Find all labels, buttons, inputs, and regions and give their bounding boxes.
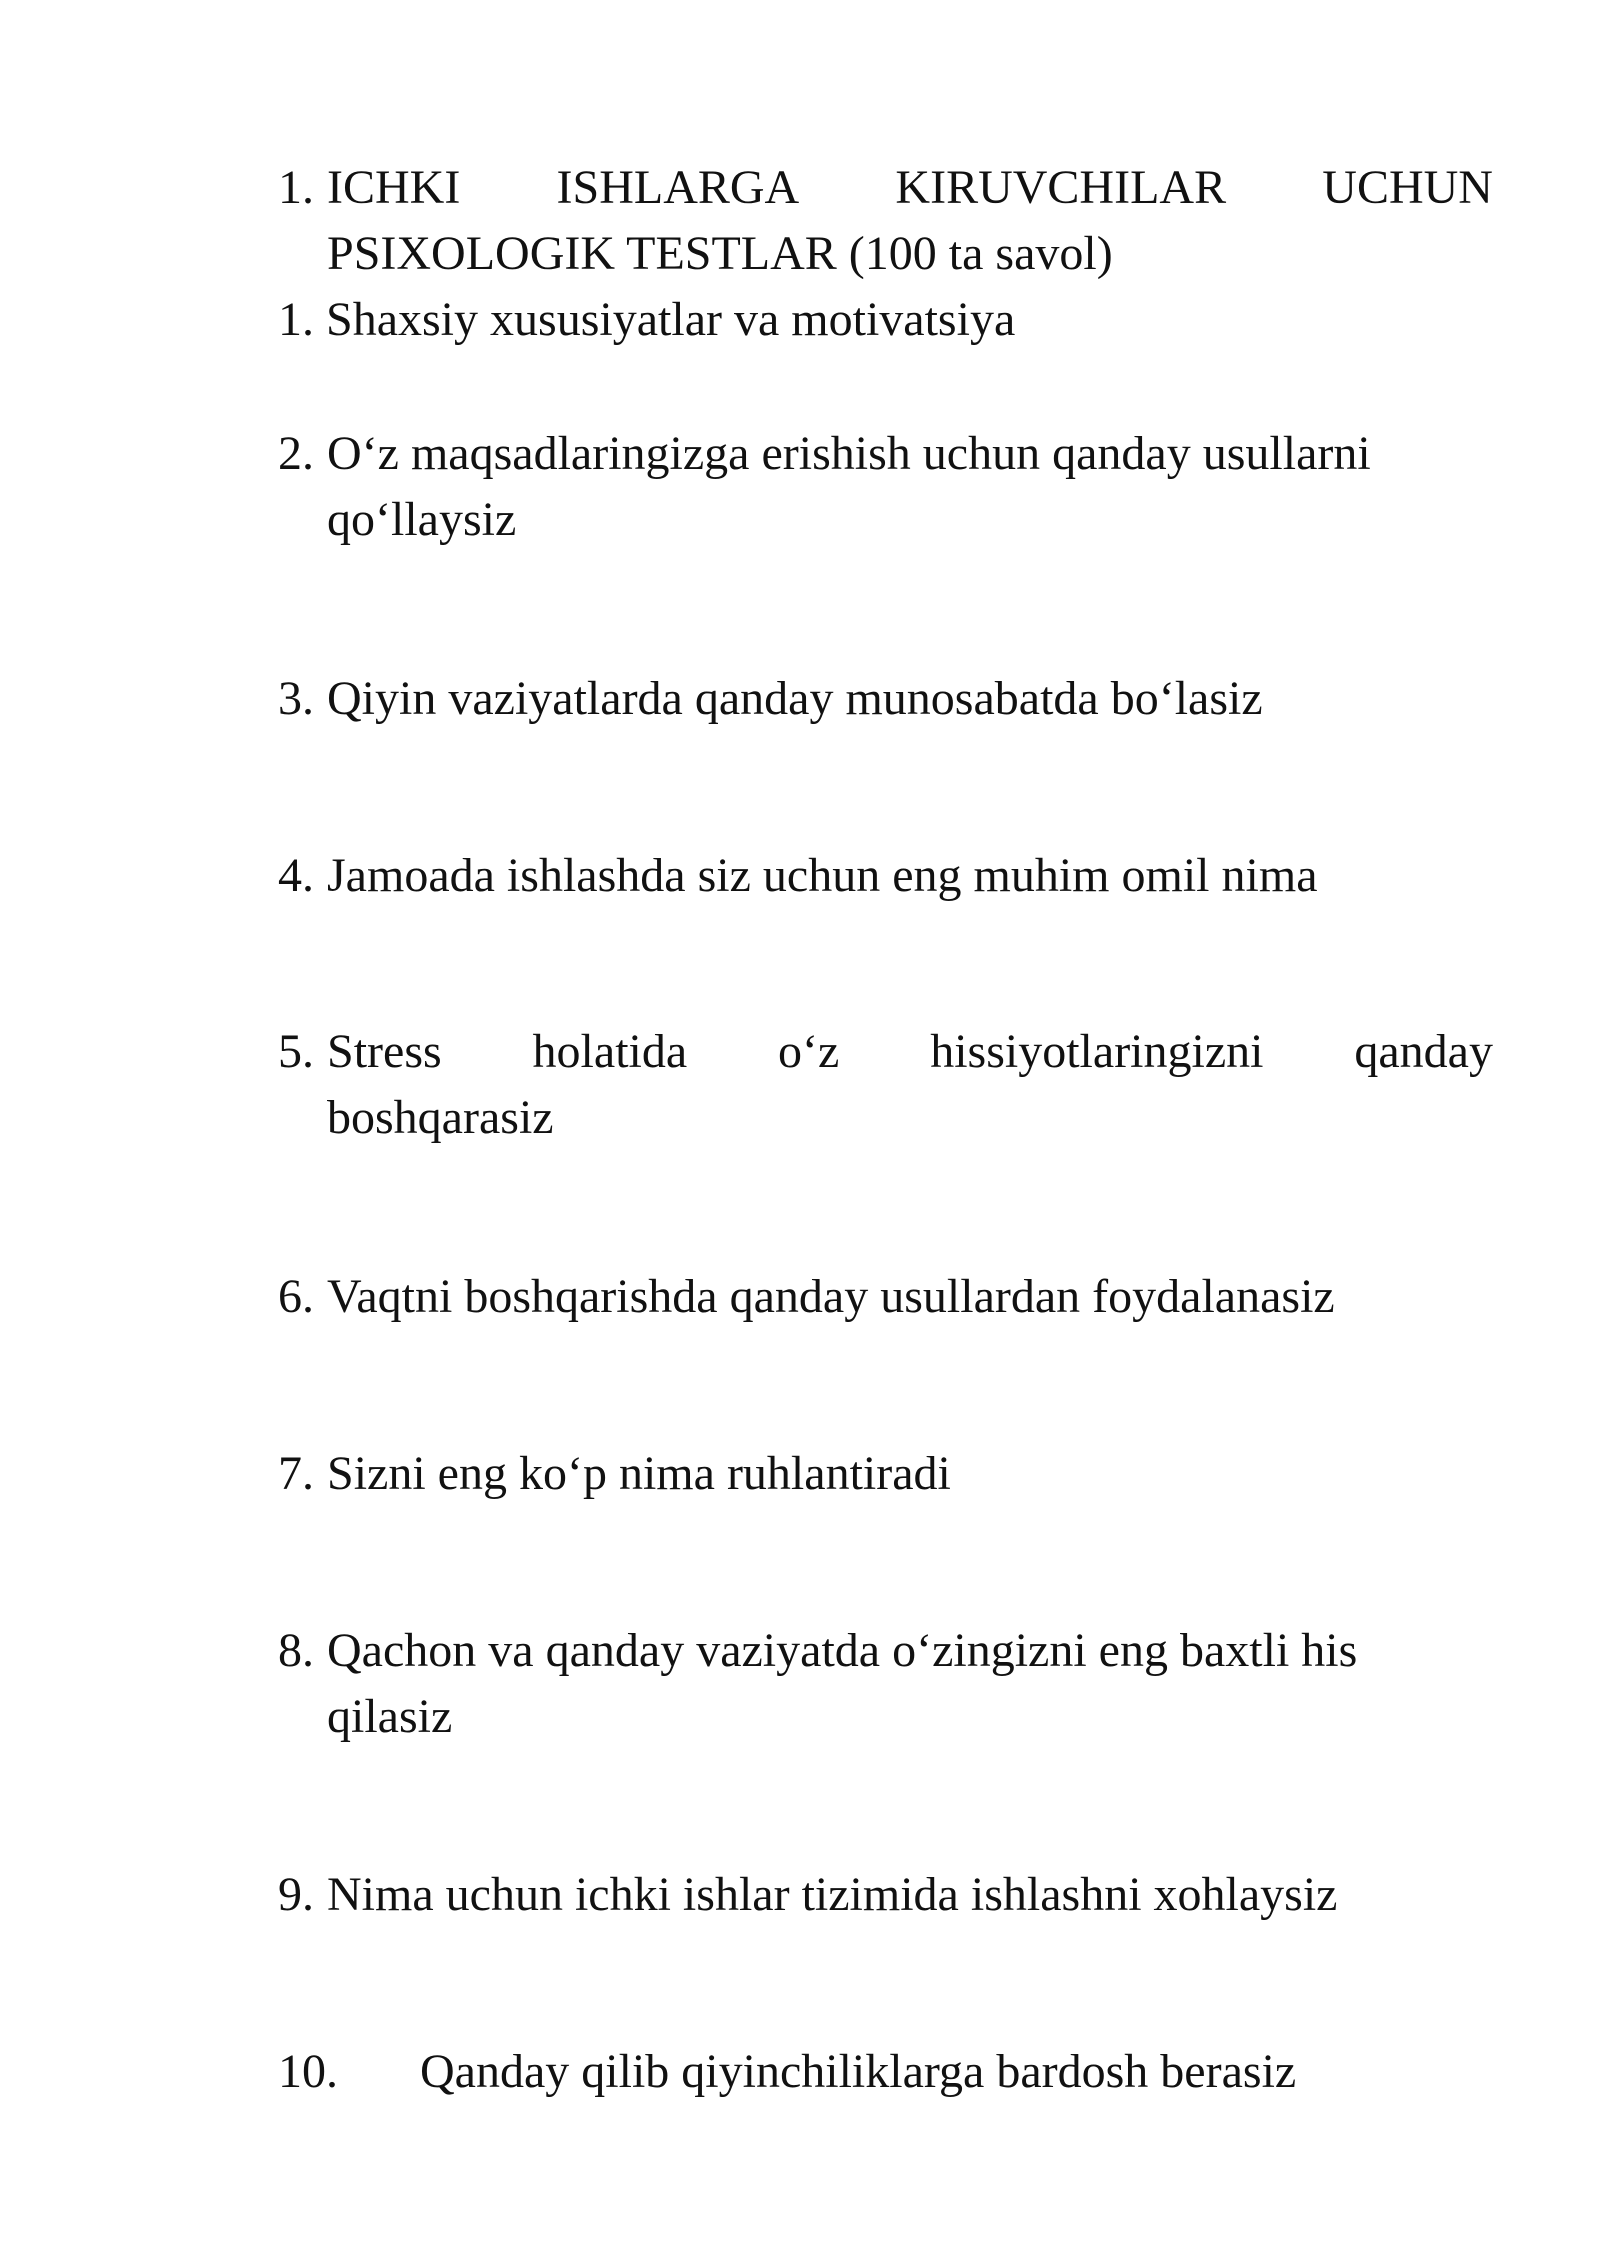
- question-number: 5.: [278, 1025, 314, 1078]
- question-text-continued: qilasiz: [327, 1690, 453, 1743]
- heading-word: KIRUVCHILAR: [895, 161, 1227, 214]
- heading-word: ISHLARGA: [556, 161, 800, 214]
- heading-word: ICHKI: [327, 161, 461, 214]
- question-word: o‘z: [778, 1025, 840, 1078]
- heading-line-1: [327, 155, 1493, 221]
- heading-line-2: PSIXOLOGIK TESTLAR (100 ta savol): [327, 227, 1113, 280]
- question-word: Stress: [327, 1025, 442, 1078]
- question-number: 8.: [278, 1624, 314, 1677]
- question-number: 7.: [278, 1447, 314, 1500]
- question-text: Sizni eng ko‘p nima ruhlantiradi: [327, 1447, 951, 1500]
- question-number: 6.: [278, 1270, 314, 1323]
- question-word: qanday: [1354, 1025, 1493, 1078]
- question-text: Vaqtni boshqarishda qanday usullardan foydalanasiz: [327, 1270, 1335, 1323]
- question-text: Qachon va qanday vaziyatda o‘zingizni eng baxtli his: [327, 1624, 1358, 1677]
- question-text: Qanday qilib qiyinchiliklarga bardosh berasiz: [420, 2045, 1297, 2098]
- question-number: 2.: [278, 427, 314, 480]
- question-word: holatida: [532, 1025, 688, 1078]
- heading-word: UCHUN: [1322, 161, 1493, 214]
- question-text: Jamoada ishlashda siz uchun eng muhim omil nima: [327, 849, 1318, 902]
- question-text-continued: boshqarasiz: [327, 1091, 554, 1144]
- question-text: Nima uchun ichki ishlar tizimida ishlashni xohlaysiz: [327, 1868, 1338, 1921]
- question-text-continued: qo‘llaysiz: [327, 493, 517, 546]
- section-title: 1. Shaxsiy xususiyatlar va motivatsiya: [278, 293, 1016, 346]
- question-text: O‘z maqsadlaringizga erishish uchun qanday usullarni: [327, 427, 1371, 480]
- question-number: 3.: [278, 672, 314, 725]
- question-text: Qiyin vaziyatlarda qanday munosabatda bo‘lasiz: [327, 672, 1263, 725]
- question-word: hissiyotlaringizni: [930, 1025, 1264, 1078]
- question-number: 4.: [278, 849, 314, 902]
- question-number: 9.: [278, 1868, 314, 1921]
- question-text: [327, 1019, 1493, 1085]
- heading-number: 1.: [278, 161, 314, 214]
- question-number: 10.: [278, 2045, 338, 2098]
